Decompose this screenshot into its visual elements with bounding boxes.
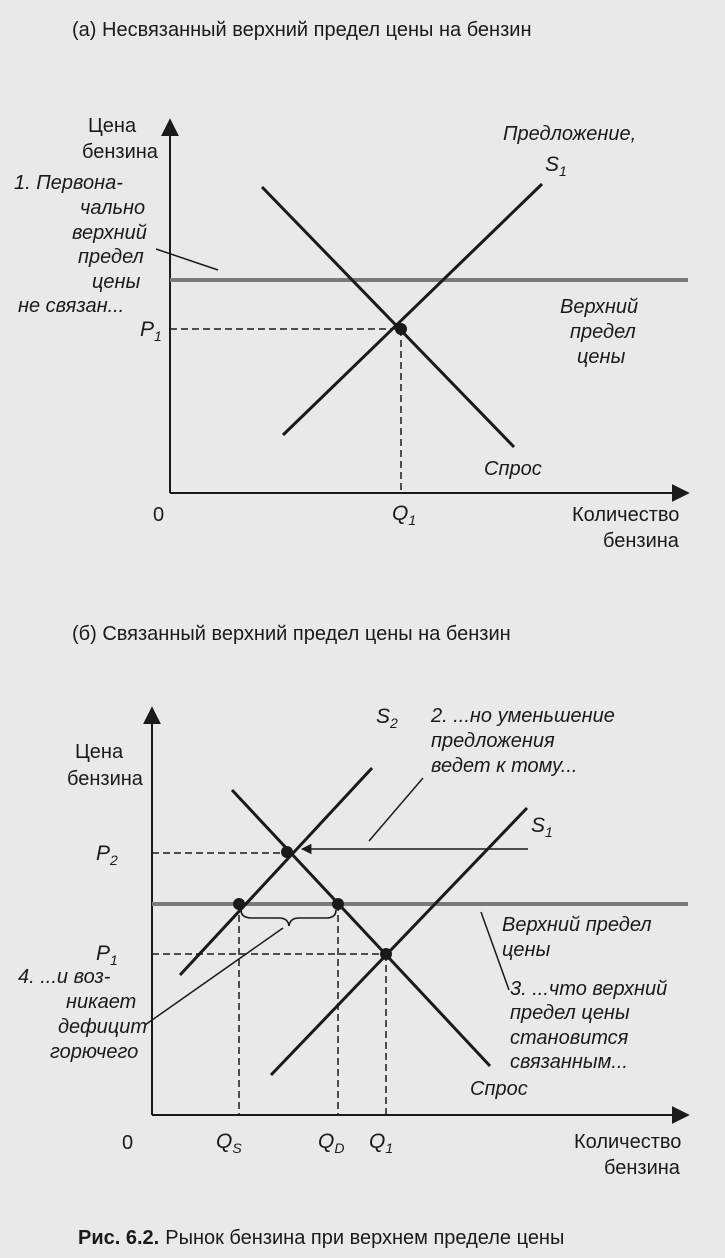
panel-b-origin: 0 [122, 1132, 134, 1154]
panel-a-note-1-pointer [156, 249, 218, 270]
panel-b-old-equilibrium-point [380, 948, 392, 960]
panel-b-note-2 [430, 705, 615, 777]
panel-b-note-4 [18, 966, 147, 1063]
svg-text:никает: никает [66, 991, 137, 1013]
panel-b-ceiling-label-2: цены [502, 939, 551, 961]
panel-b-qs-point [233, 898, 245, 910]
panel-b-x-label-1: Количество [574, 1131, 682, 1153]
panel-a-y-label-2: бензина [82, 141, 158, 163]
panel-b-s1-label: $S_1$ [531, 814, 553, 840]
panel-a-ceiling-label-2: предел [570, 321, 636, 343]
panel-a-p1-label: $P_1$ [140, 318, 162, 344]
panel-b-demand-curve [232, 790, 490, 1066]
panel-a-equilibrium-point [395, 323, 407, 335]
panel-a-supply-curve [283, 184, 542, 435]
panel-b-qs-label: $Q_S$ [216, 1130, 242, 1156]
panel-a-supply-s1: $S_1$ [545, 153, 567, 179]
panel-b-note-3 [510, 978, 667, 1073]
caption-label: Рис. 6.2. [78, 1227, 160, 1249]
svg-text:связанным...: связанным... [510, 1051, 628, 1073]
panel-b-y-label-2: бензина [67, 768, 143, 790]
svg-text:не связан...: не связан... [18, 295, 125, 317]
panel-b-supply-s1-curve [271, 808, 527, 1075]
svg-text:3. ...что верхний: 3. ...что верхний [510, 978, 668, 1000]
panel-b-qd-point [332, 898, 344, 910]
panel-b-demand-label: Спрос [470, 1078, 528, 1100]
panel-b-s2-label: $S_2$ [376, 705, 398, 731]
panel-a-note-1 [14, 172, 147, 317]
panel-b-new-equilibrium-point [281, 846, 293, 858]
svg-text:4. ...и воз-: 4. ...и воз- [18, 966, 111, 988]
svg-text:горючего: горючего [50, 1041, 139, 1063]
panel-a-demand-label: Спрос [484, 458, 542, 480]
panel-b [18, 623, 688, 1179]
panel-a-demand-curve [262, 187, 514, 447]
svg-text:предложения: предложения [431, 730, 555, 752]
panel-a-supply-label: Предложение, [503, 123, 637, 145]
panel-b-note-4-pointer [145, 928, 283, 1025]
svg-text:предел: предел [78, 246, 144, 268]
caption-text: Рынок бензина при верхнем пределе цены [165, 1227, 565, 1249]
svg-text:становится: становится [510, 1027, 629, 1049]
panel-a [14, 19, 688, 552]
panel-a-x-label-2: бензина [603, 530, 679, 552]
panel-a-ceiling-label-3: цены [577, 346, 626, 368]
panel-a-x-label-1: Количество [572, 504, 680, 526]
panel-b-shortage-brace [241, 910, 336, 926]
panel-b-title: (б) Связанный верхний предел цены на бензин [72, 623, 511, 645]
svg-text:дефицит: дефицит [58, 1016, 148, 1038]
panel-b-p2-label: $P_2$ [96, 842, 118, 868]
panel-b-x-label-2: бензина [604, 1157, 680, 1179]
svg-text:2. ...но уменьшение: 2. ...но уменьшение [431, 705, 615, 727]
panel-b-qd-label: $Q_D$ [318, 1130, 345, 1156]
panel-a-y-label-1: Цена [88, 115, 137, 137]
svg-text:1. Первона-: 1. Первона- [14, 172, 123, 194]
svg-text:предел цены: предел цены [510, 1002, 630, 1024]
panel-b-q1-label: $Q_1$ [369, 1130, 394, 1156]
svg-text:ведет к тому...: ведет к тому... [431, 755, 578, 777]
panel-b-y-label-1: Цена [75, 741, 124, 763]
panel-a-q1-label: $Q_1$ [392, 502, 417, 528]
panel-b-note-2-pointer [369, 778, 423, 841]
panel-a-origin: 0 [153, 504, 165, 526]
svg-text:чально: чально [80, 197, 146, 219]
panel-b-p1-label: $P_1$ [96, 942, 118, 968]
panel-a-title: (а) Несвязанный верхний предел цены на бензин [72, 19, 532, 41]
svg-text:верхний: верхний [72, 222, 147, 244]
panel-b-ceiling-label-1: Верхний предел [502, 914, 652, 936]
figure-caption [78, 1227, 564, 1249]
panel-a-ceiling-label-1: Верхний [560, 296, 639, 318]
svg-text:цены: цены [92, 271, 141, 293]
panel-b-supply-s2-curve [180, 768, 372, 975]
